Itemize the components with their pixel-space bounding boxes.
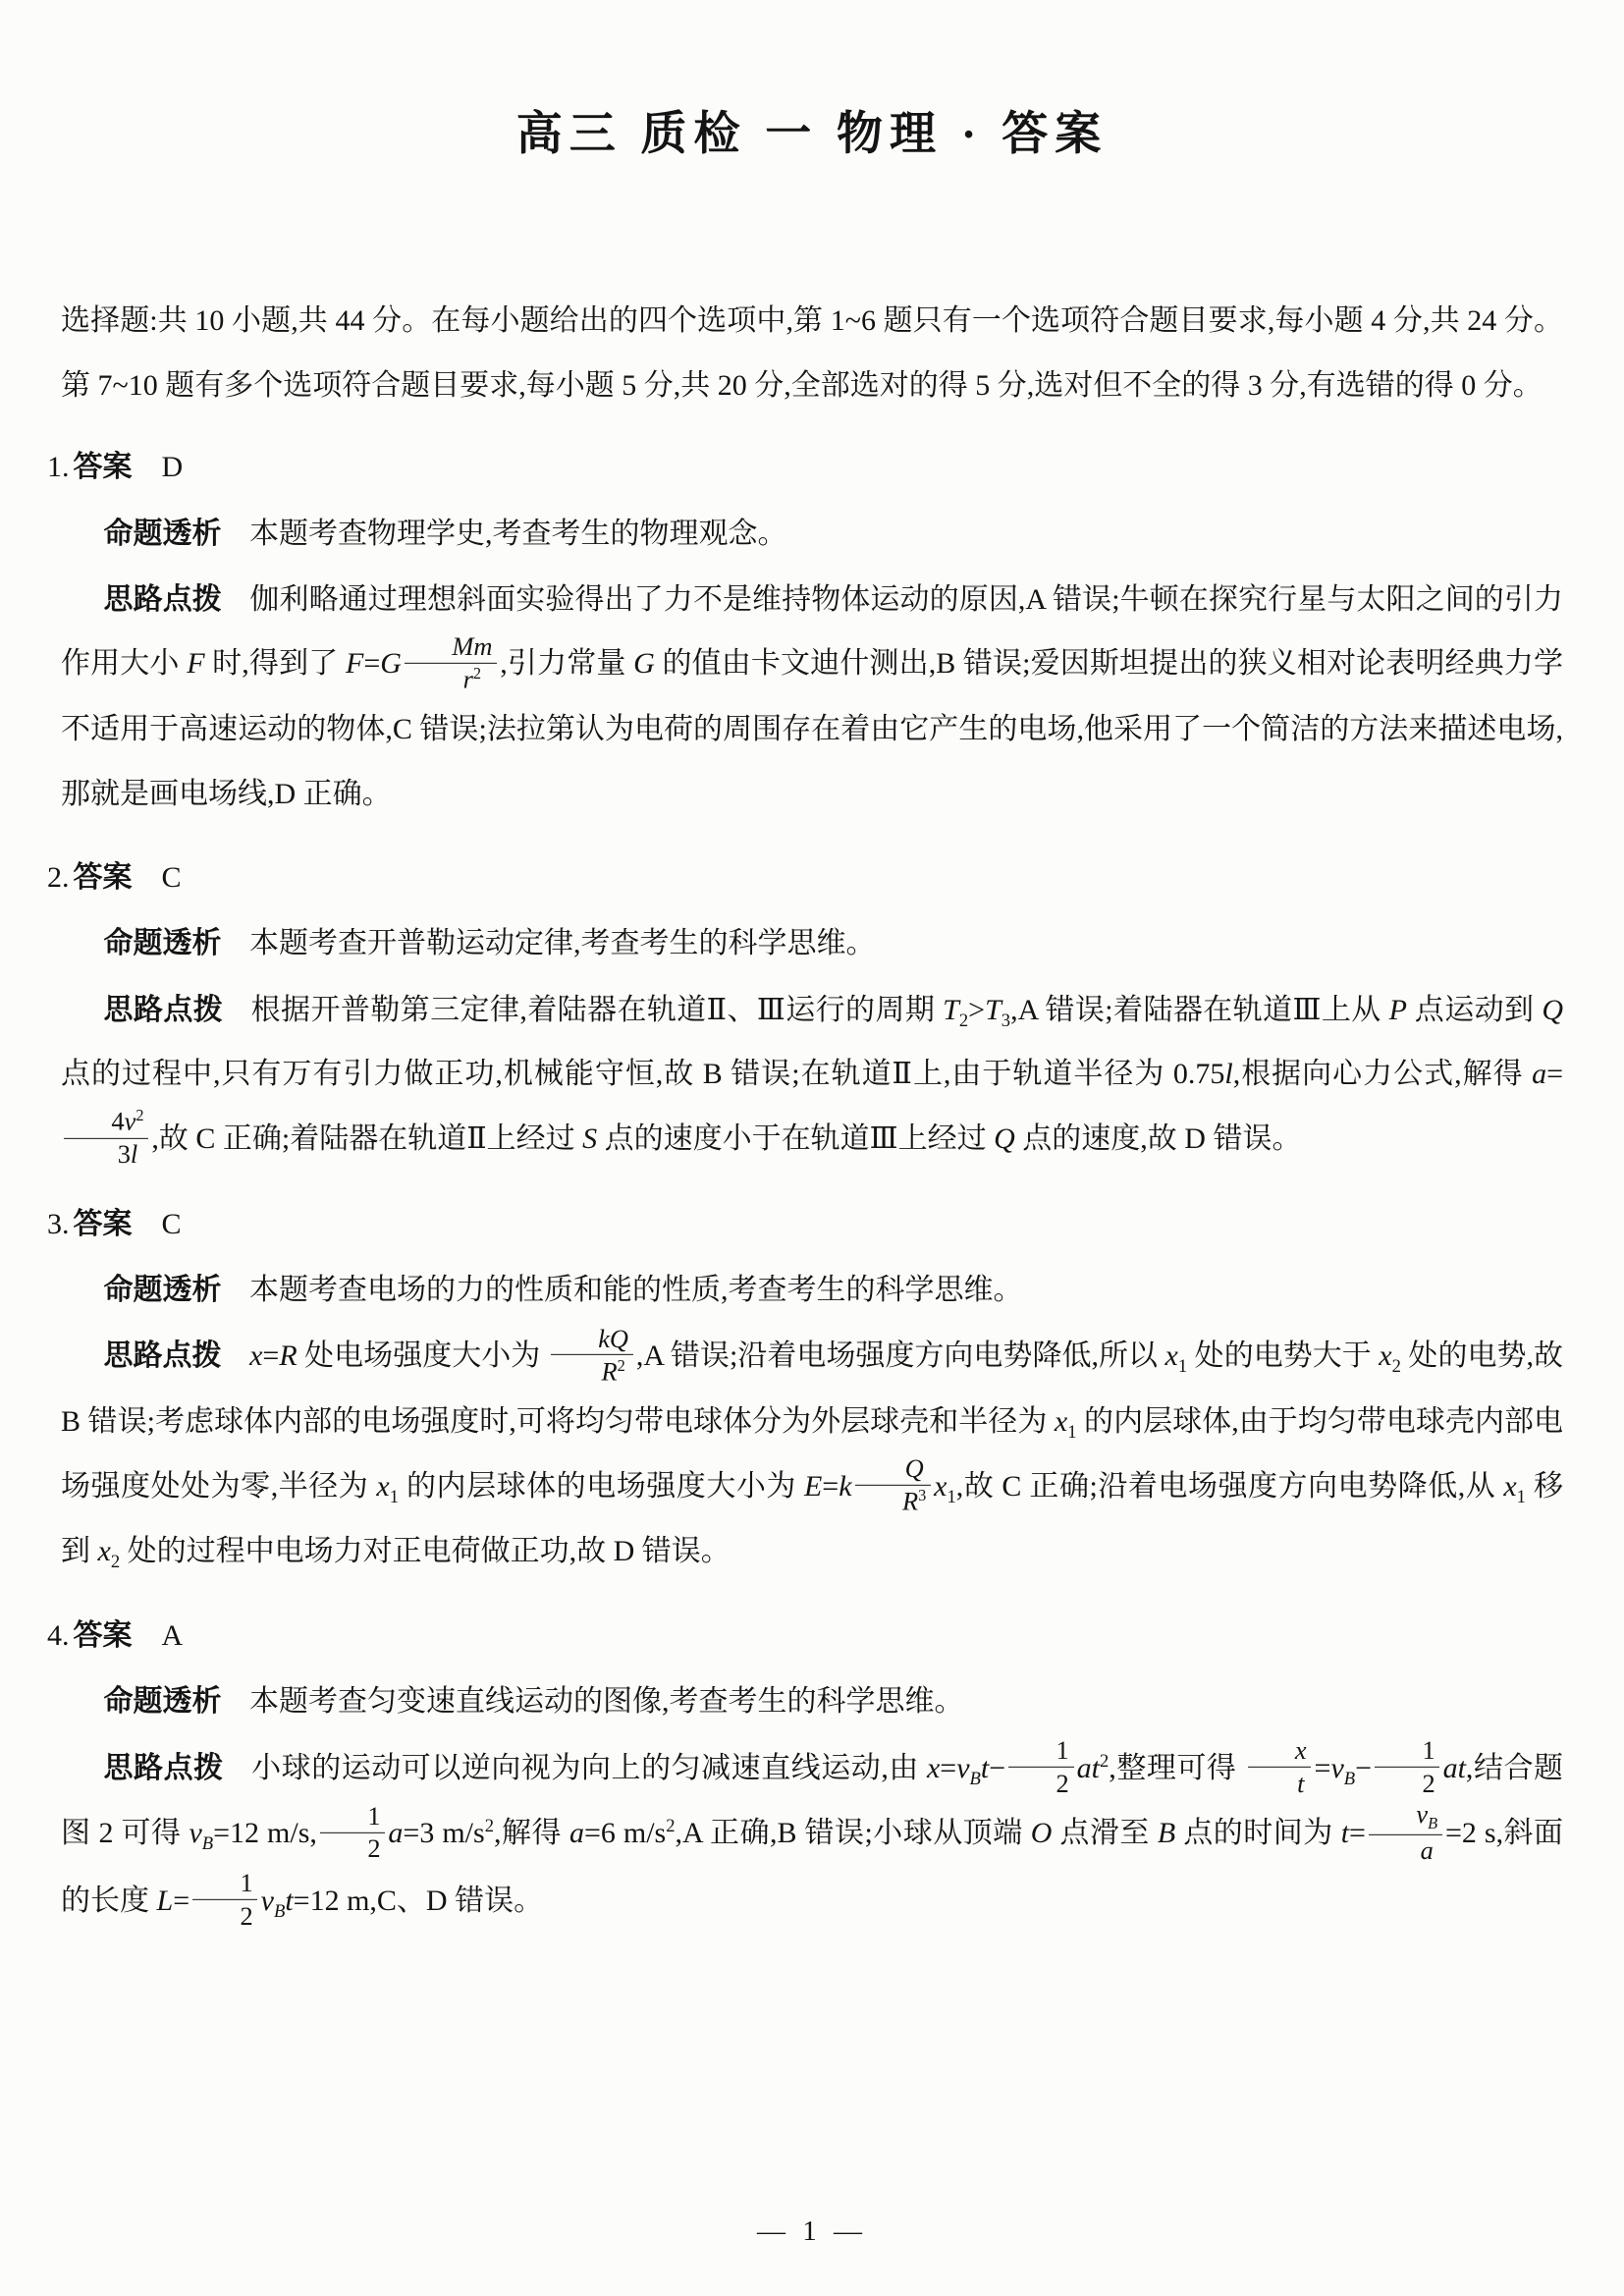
- analysis-paragraph: [61, 911, 1563, 975]
- solution-paragraph: [61, 1324, 1563, 1584]
- question-number: 3.: [47, 1207, 70, 1240]
- analysis-text: 本题考查开普勒运动定律,考查考生的科学思维。: [249, 927, 876, 960]
- question-number: 4.: [47, 1618, 70, 1652]
- question-block-2: [47, 838, 1564, 1174]
- answer-label: 答案: [73, 861, 133, 895]
- analysis-label: 命题透析: [103, 1685, 222, 1719]
- analysis-text: 本题考查匀变速直线运动的图像,考查考生的科学思维。: [249, 1685, 964, 1719]
- answer-line: [47, 846, 1563, 909]
- analysis-paragraph: [61, 1258, 1563, 1322]
- solution-paragraph: [61, 978, 1563, 1173]
- analysis-text: 本题考查物理学史,考查考生的物理观念。: [249, 517, 787, 550]
- solution-paragraph: [61, 1736, 1563, 1934]
- question-block-1: [47, 427, 1564, 828]
- question-number: 2.: [47, 861, 70, 895]
- question-block-4: [47, 1596, 1564, 1936]
- solution-text: x=R 处电场强度大小为 $\frac{kQ}{R^2}$ ,A 错误;沿着电场强度方向电势降低,所以 $x_1$ 处的电势大于 $x_2$ 处的电势,故 B 错误;考虑球体内部的电场强度时,可将均匀带电球体分为外层球壳和半径为 $x_1$ 的内层球体,由于均匀带电球壳内部电场强度处处为零,半径为 $x_1$ 的内层球体的电场强度大小为 E=k $\frac{Q}{R^3}$ $x_1$,故 C 正确;沿着电场强度方向电势降低,从 $x_1$ 移到 $x_2$ 处的过程中电场力对正电荷做正功,故 D 错误。: [61, 1323, 1564, 1573]
- analysis-label: 命题透析: [103, 517, 222, 550]
- analysis-label: 命题透析: [103, 1273, 222, 1306]
- answer-letter: C: [161, 1207, 182, 1240]
- answer-letter: C: [161, 861, 182, 895]
- answer-line: [47, 1604, 1563, 1667]
- question-number: 1.: [47, 451, 70, 484]
- analysis-paragraph: [61, 1669, 1563, 1733]
- solution-label: 思路点拨: [103, 1751, 224, 1784]
- solution-text: 根据开普勒第三定律,着陆器在轨道Ⅱ、Ⅲ运行的周期 $T_2>T_3,A$ 错误;着陆器在轨道Ⅲ上从 P 点运动到 Q 点的过程中,只有万有引力做正功,机械能守恒,故 B 错误;在轨道Ⅱ上,由于轨道半径为 0.75l,根据向心力公式,解得 a= $\frac{4v^2}{3l}$ ,故 C 正确;着陆器在轨道Ⅱ上经过 S 点的速度小于在轨道Ⅲ上经过 Q 点的速度,故 D 错误。: [61, 993, 1564, 1169]
- page-number: — 1 —: [757, 2214, 867, 2247]
- answer-letter: A: [161, 1618, 184, 1652]
- solution-text: 伽利略通过理想斜面实验得出了力不是维持物体运动的原因,A 错误;牛顿在探究行星与太阳之间的引力作用大小 F 时,得到了 F=G $\frac{Mm}{r^2}$ ,引力常量 G 的值由卡文迪什测出,B 错误;爱因斯坦提出的狭义相对论表明经典力学不适用于高速运动的物体,C 错误;法拉第认为电荷的周围存在着由它产生的电场,他采用了一个简洁的方法来描述电场,那就是画电场线,D 正确。: [61, 583, 1564, 810]
- intro-paragraph: 选择题:共 10 小题,共 44 分。在每小题给出的四个选项中,第 1~6 题只有一个选项符合题目要求,每小题 4 分,共 24 分。第 7~10 题有多个选项符合题目要求,每小题 5 分,共 20 分,全部选对的得 5 分,选对但不全的得 3 分,有选错的得 0 分。: [61, 304, 1563, 402]
- answer-label: 答案: [73, 451, 133, 484]
- solution-label: 思路点拨: [103, 993, 224, 1026]
- solution-label: 思路点拨: [103, 583, 222, 617]
- answer-label: 答案: [73, 1207, 133, 1240]
- question-block-3: [47, 1184, 1564, 1586]
- solution-label: 思路点拨: [103, 1339, 222, 1373]
- solution-text: 小球的运动可以逆向视为向上的匀减速直线运动,由 $x=v_Bt-$ $\frac{1}{2}$ $at^2$,整理可得 $\frac{x}{t}$ $=v_B-$ $\frac{1}{2}$ at,结合题图 2 可得 $v_B=12$ m/s, $\frac{1}{2}$ a=3 $m/s^2$,解得 a=6 $m/s^2,A$ 正确,B 错误;小球从顶端 O 点滑至 B 点的时间为 t= $\frac{v_B}{a}$ =2 s,斜面的长度 L= $\frac{1}{2}$ $v_Bt=12$ m,C、D 错误。: [61, 1735, 1564, 1931]
- answer-letter: D: [161, 451, 184, 484]
- analysis-text: 本题考查电场的力的性质和能的性质,考查考生的科学思维。: [249, 1273, 1023, 1306]
- answer-line: [47, 1192, 1563, 1256]
- page-title: 高三 质检 一 物理 · 答案: [515, 109, 1109, 160]
- analysis-label: 命题透析: [103, 927, 222, 960]
- answer-label: 答案: [73, 1618, 133, 1652]
- solution-paragraph: [61, 568, 1563, 826]
- answer-line: [47, 435, 1563, 499]
- analysis-paragraph: [61, 502, 1563, 566]
